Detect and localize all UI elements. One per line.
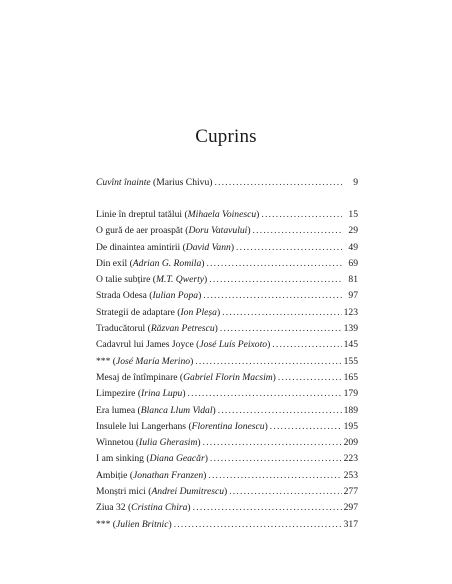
entry-author: Iulia Gherasim xyxy=(139,437,198,449)
dot-leader xyxy=(193,500,342,516)
toc-entry xyxy=(96,484,358,500)
entry-page-number: 9 xyxy=(353,177,358,188)
toc-entry-intro xyxy=(96,175,358,191)
toc-entry xyxy=(96,403,358,419)
toc-entry xyxy=(96,354,358,370)
entry-page-number: 253 xyxy=(343,469,358,481)
toc-entry xyxy=(96,305,358,321)
entry-author: Ion Pleșa xyxy=(180,306,217,318)
entry-label: Limpezire (Irina Lupu) xyxy=(96,388,186,400)
entry-label: Cuvînt înainte (Marius Chivu) xyxy=(96,177,213,188)
entry-title: Winnetou xyxy=(96,437,134,449)
entry-page-number: 165 xyxy=(343,371,358,383)
dot-leader xyxy=(195,354,341,370)
entry-title: Ziua 32 xyxy=(96,502,126,514)
entry-title: Linie în dreptul tatălui xyxy=(96,209,183,220)
entry-label: Strategii de adaptare (Ion Pleșa) xyxy=(96,306,221,318)
entry-label: Monștri mici (Andrei Dumitrescu) xyxy=(96,486,228,498)
entry-page-number: 189 xyxy=(343,404,358,416)
dot-leader xyxy=(253,223,342,239)
entry-author: David Vann xyxy=(185,241,231,253)
toc-entry xyxy=(96,288,358,304)
entry-author: Julien Britnic xyxy=(115,518,169,530)
entry-page-number: 223 xyxy=(343,453,358,465)
toc-entry xyxy=(96,517,358,533)
entry-title: O gură de aer proaspăt xyxy=(96,225,183,237)
entry-label: Insulele lui Langerhans (Florentina Ionescu) xyxy=(96,420,268,432)
entry-author: José Luís Peixoto xyxy=(199,339,268,351)
entry-label: Strada Odesa (Iulian Popa) xyxy=(96,290,202,302)
entry-author: M.T. Qwerty xyxy=(155,274,205,286)
dot-leader xyxy=(218,403,342,419)
entry-title: Cadavrul lui James Joyce xyxy=(96,339,194,351)
dot-leader xyxy=(229,484,341,500)
entry-author: Marius Chivu xyxy=(156,177,210,188)
dot-leader xyxy=(188,386,342,402)
entry-title: Cuvînt înainte xyxy=(96,177,151,188)
entry-title: Mesaj de întîmpinare xyxy=(96,371,178,383)
toc-entry xyxy=(96,500,358,516)
dot-leader xyxy=(206,256,342,272)
dot-leader xyxy=(174,517,342,533)
entry-page-number: 69 xyxy=(348,257,358,269)
entry-author: José María Merino xyxy=(115,355,191,367)
entry-author: Cristina Chira xyxy=(131,502,188,514)
entry-label: Ambiție (Jonathan Franzen) xyxy=(96,469,207,481)
entry-title: Insulele lui Langerhans xyxy=(96,420,187,432)
toc-entry xyxy=(96,321,358,337)
toc-entry xyxy=(96,240,358,256)
dot-leader xyxy=(203,435,342,451)
toc-entry xyxy=(96,370,358,386)
toc-entry xyxy=(96,337,358,353)
entry-author: Adrian G. Romila xyxy=(132,257,202,269)
toc-entry xyxy=(96,256,358,272)
toc-entry xyxy=(96,419,358,435)
entry-page-number: 277 xyxy=(343,486,358,498)
entry-label: Traducătorul (Răzvan Petrescu) xyxy=(96,323,218,335)
entry-author: Doru Vatavului xyxy=(188,225,248,237)
entry-page-number: 29 xyxy=(348,225,358,237)
dot-leader xyxy=(272,337,341,353)
entry-page-number: 123 xyxy=(343,306,358,318)
entry-author: Mihaela Voinescu xyxy=(187,209,257,220)
entry-label: I am sinking (Diana Geacăr) xyxy=(96,453,208,465)
entry-label: Linie în dreptul tatălui (Mihaela Voinescu) xyxy=(96,209,260,220)
toc-entry xyxy=(96,223,358,239)
entry-author: Blanca Llum Vidal xyxy=(140,404,213,416)
entry-title: Traducătorul xyxy=(96,323,146,335)
toc-entry xyxy=(96,468,358,484)
entry-label: O talie subțire (M.T. Qwerty) xyxy=(96,274,208,286)
toc-intro xyxy=(96,175,358,191)
dot-leader xyxy=(210,451,342,467)
dot-leader xyxy=(214,175,342,191)
dot-leader xyxy=(222,305,341,321)
entry-label: Mesaj de întîmpinare (Gabriel Florin Macsim) xyxy=(96,371,276,383)
entry-page-number: 317 xyxy=(343,518,358,530)
dot-leader xyxy=(261,207,342,223)
toc-list xyxy=(96,207,358,533)
entry-page-number: 81 xyxy=(348,274,358,286)
dot-leader xyxy=(220,321,342,337)
entry-author: Jonathan Franzen xyxy=(133,469,204,481)
entry-label: Era lumea (Blanca Llum Vidal) xyxy=(96,404,216,416)
entry-page-number: 139 xyxy=(343,323,358,335)
entry-page-number: 155 xyxy=(343,355,358,367)
entry-label: Ziua 32 (Cristina Chira) xyxy=(96,502,191,514)
entry-title: I am sinking xyxy=(96,453,144,465)
entry-title: De dinaintea amintirii xyxy=(96,241,181,253)
entry-title: O talie subțire xyxy=(96,274,151,286)
entry-title: Era lumea xyxy=(96,404,136,416)
entry-title: Strategii de adaptare xyxy=(96,306,175,318)
toc-entry xyxy=(96,435,358,451)
entry-title: Monștri mici xyxy=(96,486,146,498)
entry-title: Limpezire xyxy=(96,388,136,400)
entry-label: De dinaintea amintirii (David Vann) xyxy=(96,241,235,253)
entry-page-number: 209 xyxy=(343,437,358,449)
entry-label: Winnetou (Iulia Gherasim) xyxy=(96,437,201,449)
entry-label: *** (Julien Britnic) xyxy=(96,518,172,530)
entry-title: *** xyxy=(96,518,111,530)
dot-leader xyxy=(209,272,342,288)
toc-entry xyxy=(96,272,358,288)
entry-author: Răzvan Petrescu xyxy=(150,323,215,335)
entry-page-number: 179 xyxy=(343,388,358,400)
dot-leader xyxy=(278,370,342,386)
entry-page-number: 49 xyxy=(348,241,358,253)
dot-leader xyxy=(236,240,342,256)
entry-page-number: 195 xyxy=(343,420,358,432)
entry-title: *** xyxy=(96,355,111,367)
entry-page-number: 15 xyxy=(348,209,358,220)
entry-label: *** (José María Merino) xyxy=(96,355,194,367)
entry-author: Gabriel Florin Macsim xyxy=(183,371,273,383)
entry-page-number: 97 xyxy=(348,290,358,302)
entry-label: Din exil (Adrian G. Romila) xyxy=(96,257,205,269)
entry-page-number: 297 xyxy=(343,502,358,514)
entry-author: Iulian Popa xyxy=(152,290,199,302)
entry-author: Andrei Dumitrescu xyxy=(151,486,224,498)
toc-entry xyxy=(96,451,358,467)
toc-entry xyxy=(96,207,358,223)
dot-leader xyxy=(208,468,341,484)
page-title: Cuprins xyxy=(195,126,257,147)
entry-label: Cadavrul lui James Joyce (José Luís Peixoto) xyxy=(96,339,271,351)
dot-leader xyxy=(270,419,342,435)
entry-author: Diana Geacăr xyxy=(149,453,205,465)
entry-label: O gură de aer proaspăt (Doru Vatavului) xyxy=(96,225,251,237)
entry-author: Florentina Ionescu xyxy=(191,420,265,432)
entry-author: Irina Lupu xyxy=(141,388,183,400)
entry-page-number: 145 xyxy=(343,339,358,351)
entry-title: Ambiție xyxy=(96,469,128,481)
dot-leader xyxy=(203,288,342,304)
toc-entry xyxy=(96,386,358,402)
entry-title: Strada Odesa xyxy=(96,290,147,302)
entry-title: Din exil xyxy=(96,257,128,269)
